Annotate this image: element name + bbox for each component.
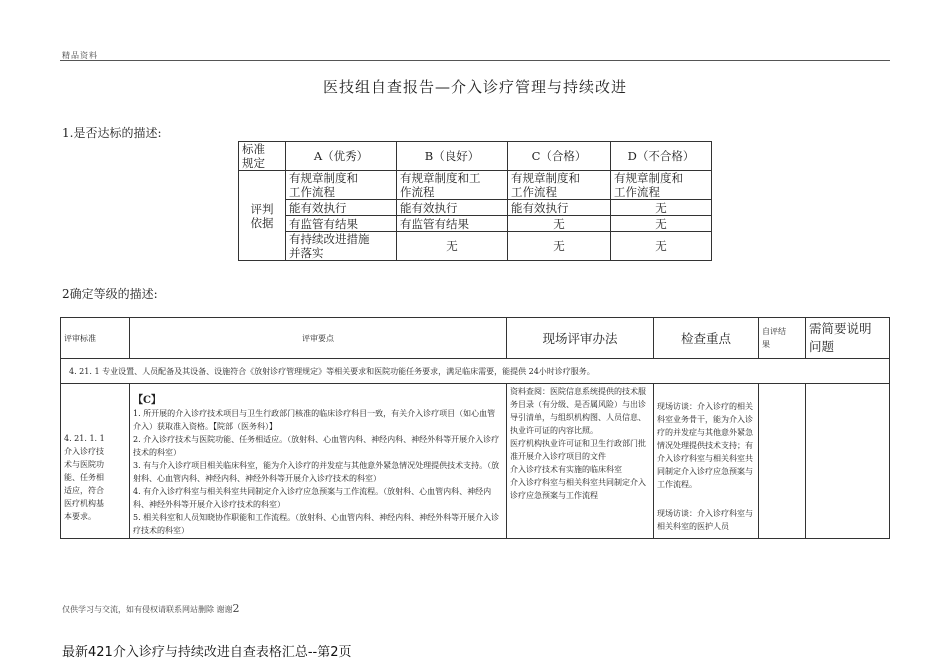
standard-label: 标准 规定 xyxy=(239,142,286,171)
method-4: 介入诊疗科室与相关科室共同制定介入诊疗应急预案与工作流程 xyxy=(510,478,646,500)
criteria-cell: 无 xyxy=(611,232,712,261)
grade-c-header: C（合格） xyxy=(508,142,611,171)
grade-d-header: D（不合格） xyxy=(611,142,712,171)
criteria-cell: 能有效执行 xyxy=(397,200,508,216)
document-title: 医技组自查报告—介入诊疗管理与持续改进 xyxy=(322,78,627,96)
header-rule xyxy=(60,60,890,61)
method-2: 医疗机构执业许可证和卫生行政部门批准开展介入诊疗项目的文件 xyxy=(510,439,646,461)
col-self-header: 自评结 果 xyxy=(759,318,806,359)
item-note[interactable] xyxy=(806,384,890,539)
focus-2: 现场访谈：介入诊疗科室与相关科室的医护人员 xyxy=(657,509,753,531)
criteria-cell: 有监管有结果 xyxy=(397,216,508,232)
item-method xyxy=(507,384,654,539)
criteria-cell: 有规章制度和 工作流程 xyxy=(286,171,397,200)
col-points-header: 评审要点 xyxy=(130,318,507,359)
point-4: 4. 有介入诊疗科室与相关科室共同制定介入诊疗应急预案与工作流程。（放射科、心血管内科、神经内科、神经外科等开展介入诊疗技术的科室） xyxy=(133,487,492,509)
grade-a-header: A（优秀） xyxy=(286,142,397,171)
point-2: 2. 介入诊疗技术与医院功能、任务相适应。（放射科、心血管内科、神经内科、神经外科等开展介入诊疗技术的科室） xyxy=(133,435,500,457)
criteria-cell: 无 xyxy=(508,216,611,232)
footer-note xyxy=(62,602,240,615)
item-self-result[interactable] xyxy=(759,384,806,539)
section2-heading: 2确定等级的描述: xyxy=(62,287,158,301)
point-1: 1. 所开展的介入诊疗技术项目与卫生行政部门核准的临床诊疗科目一致，有关介入诊疗项目（如心血管介入）获取准入资格。【院部（医务科）】 xyxy=(133,409,496,431)
footer-title: 最新421介入诊疗与持续改进自查表格汇总--第2页 xyxy=(62,645,352,660)
point-5: 5. 相关科室和人员知晓协作职能和工作流程。（放射科、心血管内科、神经内科、神经外科等开展介入诊疗技术的科室） xyxy=(133,513,500,535)
point-3: 3. 有与介入诊疗项目相关临床科室，能为介入诊疗的并发症与其他意外紧急情况处理提供技术支持。（放射科、心血管内科、神经内科、神经外科等开展介入诊疗技术的科室） xyxy=(133,461,500,483)
section1-heading: 1.是否达标的描述: xyxy=(62,126,162,140)
item-standard: 4. 21. 1. 1 介入诊疗技 术与医院功 能、任务相 适应，符合 医疗机构基 本要求。 xyxy=(61,384,130,539)
criteria-cell: 无 xyxy=(611,216,712,232)
focus-1: 现场访谈：介入诊疗的相关科室业务骨干，能为介入诊疗的并发症与其他意外紧急情况处理提供技术支持；有介入诊疗科室与相关科室共同制定介入诊疗应急预案与工作流程。 xyxy=(657,402,753,489)
criteria-cell: 有规章制度和工 作流程 xyxy=(397,171,508,200)
criteria-cell: 有规章制度和 工作流程 xyxy=(611,171,712,200)
standard-span-row: 4. 21. 1 专业设置、人员配备及其设备、设施符合《放射诊疗管理规定》等相关要求和医院功能任务要求，满足临床需要，能提供 24小时诊疗服务。 xyxy=(61,359,890,384)
col-note-header: 需简要说明 问题 xyxy=(806,318,890,359)
col-focus-header: 检查重点 xyxy=(654,318,759,359)
criteria-cell: 有持续改进措施 并落实 xyxy=(286,232,397,261)
criteria-cell: 无 xyxy=(611,200,712,216)
grade-b-header: B（良好） xyxy=(397,142,508,171)
grade-tag: 【C】 xyxy=(133,395,161,406)
criteria-cell: 有规章制度和 工作流程 xyxy=(508,171,611,200)
item-points xyxy=(130,384,507,539)
footer-note-text: 仅供学习与交流，如有侵权请联系网站删除 谢谢 xyxy=(62,605,233,614)
col-standard-header: 评审标准 xyxy=(61,318,130,359)
method-1: 资料查阅：医院信息系统提供的技术服务目录（有分级、是否属风险）与出诊导引清单，与组织机构图、人员信息、执业许可证的内容比照。 xyxy=(510,387,646,435)
basis-label: 评判 依据 xyxy=(239,171,286,261)
header-label: 精品资料 xyxy=(62,51,98,60)
criteria-cell: 能有效执行 xyxy=(508,200,611,216)
criteria-cell: 有监管有结果 xyxy=(286,216,397,232)
criteria-cell: 能有效执行 xyxy=(286,200,397,216)
criteria-cell: 无 xyxy=(508,232,611,261)
item-focus xyxy=(654,384,759,539)
page-number: 2 xyxy=(232,602,240,615)
col-method-header: 现场评审办法 xyxy=(507,318,654,359)
method-3: 介入诊疗技术有实施的临床科室 xyxy=(510,465,622,474)
review-table xyxy=(60,317,890,539)
grade-criteria-table xyxy=(238,141,712,261)
criteria-cell: 无 xyxy=(397,232,508,261)
